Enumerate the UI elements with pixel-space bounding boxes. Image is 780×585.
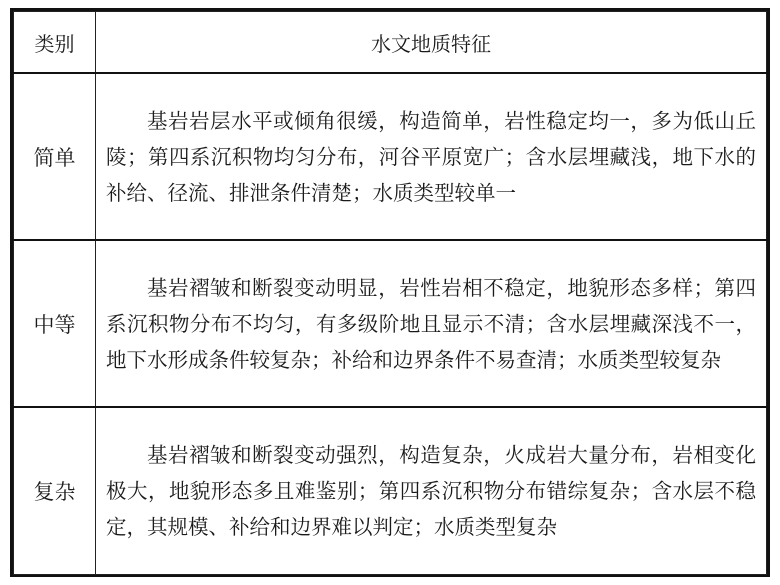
row-description-simple: 基岩岩层水平或倾角很缓，构造简单，岩性稳定均一，多为低山丘陵；第四系沉积物均匀分布，河谷平原宽广；含水层埋藏浅，地下水的补给、径流、排泄条件清楚；水质类型较单一 — [96, 73, 767, 240]
hydrogeology-table-frame — [10, 8, 770, 577]
table-header-row — [14, 12, 767, 74]
header-feature: 水文地质特征 — [96, 12, 767, 74]
hydrogeology-classification-table — [13, 11, 767, 575]
table-row — [14, 73, 767, 240]
table-row — [14, 240, 767, 407]
row-category-simple: 简单 — [14, 73, 96, 240]
header-category: 类别 — [14, 12, 96, 74]
row-category-complex: 复杂 — [14, 407, 96, 574]
row-category-medium: 中等 — [14, 240, 96, 407]
row-description-medium: 基岩褶皱和断裂变动明显，岩性岩相不稳定，地貌形态多样；第四系沉积物分布不均匀，有多级阶地且显示不清；含水层埋藏深浅不一，地下水形成条件较复杂；补给和边界条件不易查清；水质类型较复杂 — [96, 240, 767, 407]
row-description-complex: 基岩褶皱和断裂变动强烈，构造复杂，火成岩大量分布，岩相变化极大，地貌形态多且难鉴别；第四系沉积物分布错综复杂；含水层不稳定，其规模、补给和边界难以判定；水质类型复杂 — [96, 407, 767, 574]
table-row — [14, 407, 767, 574]
